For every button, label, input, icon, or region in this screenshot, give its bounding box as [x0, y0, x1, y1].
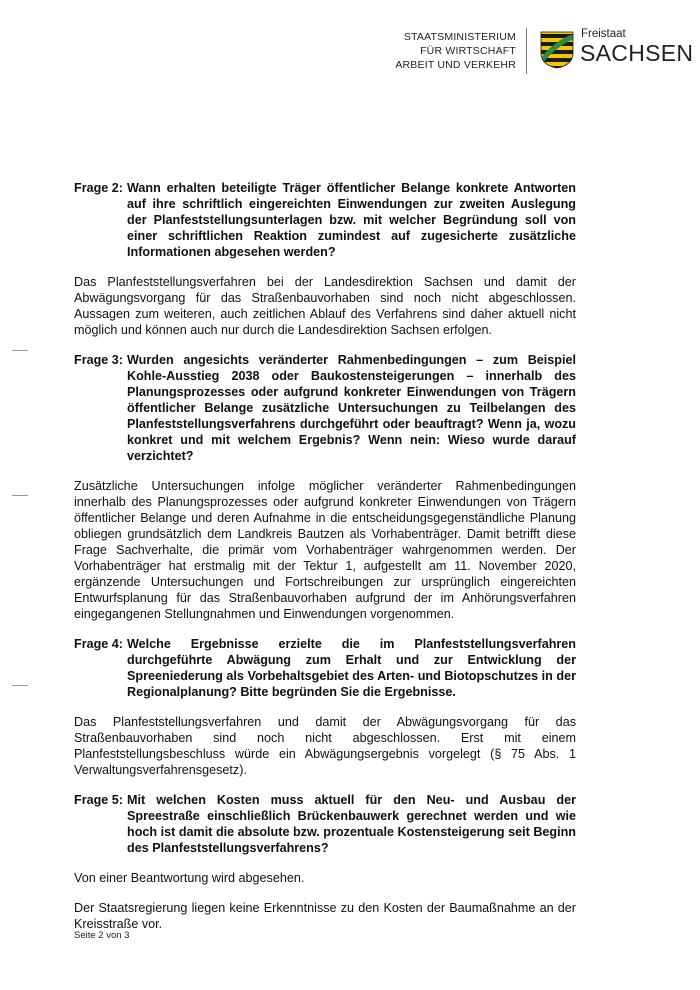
question-4	[74, 636, 576, 700]
ministry-line-1: STAATSMINISTERIUM	[403, 31, 516, 43]
answer-5-part-2: Der Staatsregierung liegen keine Erkenntnisse zu den Kosten der Baumaßnahme an der Kreisstraße vor.	[74, 901, 576, 931]
question-label: Frage 3:	[74, 353, 123, 367]
saxony-crest-icon	[540, 31, 574, 69]
sachsen-wordmark: SACHSEN	[580, 40, 694, 66]
answer-5-part-1: Von einer Beantwortung wird abgesehen.	[74, 871, 305, 885]
question-text: Wann erhalten beteiligte Träger öffentlicher Belange konkrete Antworten auf ihre schriftlich eingereichten Einwendungen zur zweiten Auslegung der Planfeststellungsunterlagen bzw. mit welcher Begründung soll von einer schriftlichen Reaktion zumindest auf zugesicherte zusätzliche Informationen abgesehen werden?	[127, 181, 576, 259]
question-text: Wurden angesichts veränderter Rahmenbedingungen – zum Beispiel Kohle-Ausstieg 2038 oder Baukostensteigerungen – innerhalb des Planungsprozesses oder aufgrund konkreter Einwendungen von Trägern öffentlicher Belange zusätzliche Untersuchungen zu Teilbelangen des Planfeststellungsverfahrens durchgeführt oder beauftragt? Wenn ja, wozu konkret und mit welchem Ergebnis? Wenn nein: Wieso wurde darauf verzichtet?	[127, 353, 576, 463]
question-5	[74, 792, 576, 856]
question-label: Frage 2:	[74, 181, 123, 195]
fold-mark	[12, 350, 28, 351]
answer-2: Das Planfeststellungsverfahren bei der Landesdirektion Sachsen und damit der Abwägungsvorgang für das Straßenbauvorhaben sind noch nicht abgeschlossen. Aussagen zum weiteren, auch zeitlichen Ablauf des Verfahrens sind daher aktuell nicht möglich und können auch nur durch die Landesdirektion Sachsen erfolgen.	[74, 275, 576, 337]
fold-mark	[12, 685, 28, 686]
question-label: Frage 4:	[74, 637, 123, 651]
answer-3: Zusätzliche Untersuchungen infolge möglicher veränderter Rahmenbedingungen innerhalb des Planungsprozesses oder aufgrund konkreter Einwendungen von Trägern öffentlicher Belange und deren Aufnahme in die entscheidungsgegenständliche Planung obliegen grundsätzlich dem Landkreis Bautzen als Vorhabenträger. Damit betrifft diese Frage Sachverhalte, die primär vom Vorhabenträger wahrgenommen werden. Der Vorhabenträger hat erstmalig mit der Tektur 1, aufgestellt am 11. November 2020, ergänzende Untersuchungen und Fortschreibungen zur ursprünglich eingereichten Entwurfsplanung für das Straßenbauvorhaben aufgrund der im Anhörungsverfahren eingegangenen Stellungnahmen und Einwendungen vorgenommen.	[74, 479, 576, 621]
question-text: Welche Ergebnisse erzielte die im Planfeststellungsverfahren durchgeführte Abwägung zum Erhalt und zur Entwicklung der Spreeniederung als Vorbehaltsgebiet des Arten- und Biotopschutzes in der Regionalplanung? Bitte begründen Sie die Ergebnisse.	[127, 637, 576, 699]
punch-mark	[12, 495, 28, 496]
letterhead	[390, 24, 694, 80]
page-number: Seite 2 von 3	[74, 930, 130, 941]
ministry-name	[390, 30, 516, 72]
letterhead-divider	[526, 28, 527, 74]
ministry-line-2: FÜR WIRTSCHAFT	[420, 45, 516, 57]
ministry-line-3: ARBEIT UND VERKEHR	[395, 59, 516, 71]
answer-4: Das Planfeststellungsverfahren und damit der Abwägungsvorgang für das Straßenbauvorhaben sind noch nicht abgeschlossen. Erst mit einem Planfeststellungsbeschluss würde ein Abwägungsergebnis vorgelegt (§ 75 Abs. 1 Verwaltungsverfahrensgesetz).	[74, 715, 576, 777]
freistaat-label: Freistaat	[581, 28, 626, 40]
document-body	[74, 180, 576, 946]
question-label: Frage 5:	[74, 793, 123, 807]
question-2	[74, 180, 576, 260]
question-text: Mit welchen Kosten muss aktuell für den Neu- und Ausbau der Spreestraße einschließlich Brückenbauwerk gerechnet werden und wie hoch ist damit die absolute bzw. prozentuale Kostensteigerung seit Beginn des Planfeststellungsverfahrens?	[127, 793, 576, 855]
question-3	[74, 352, 576, 464]
